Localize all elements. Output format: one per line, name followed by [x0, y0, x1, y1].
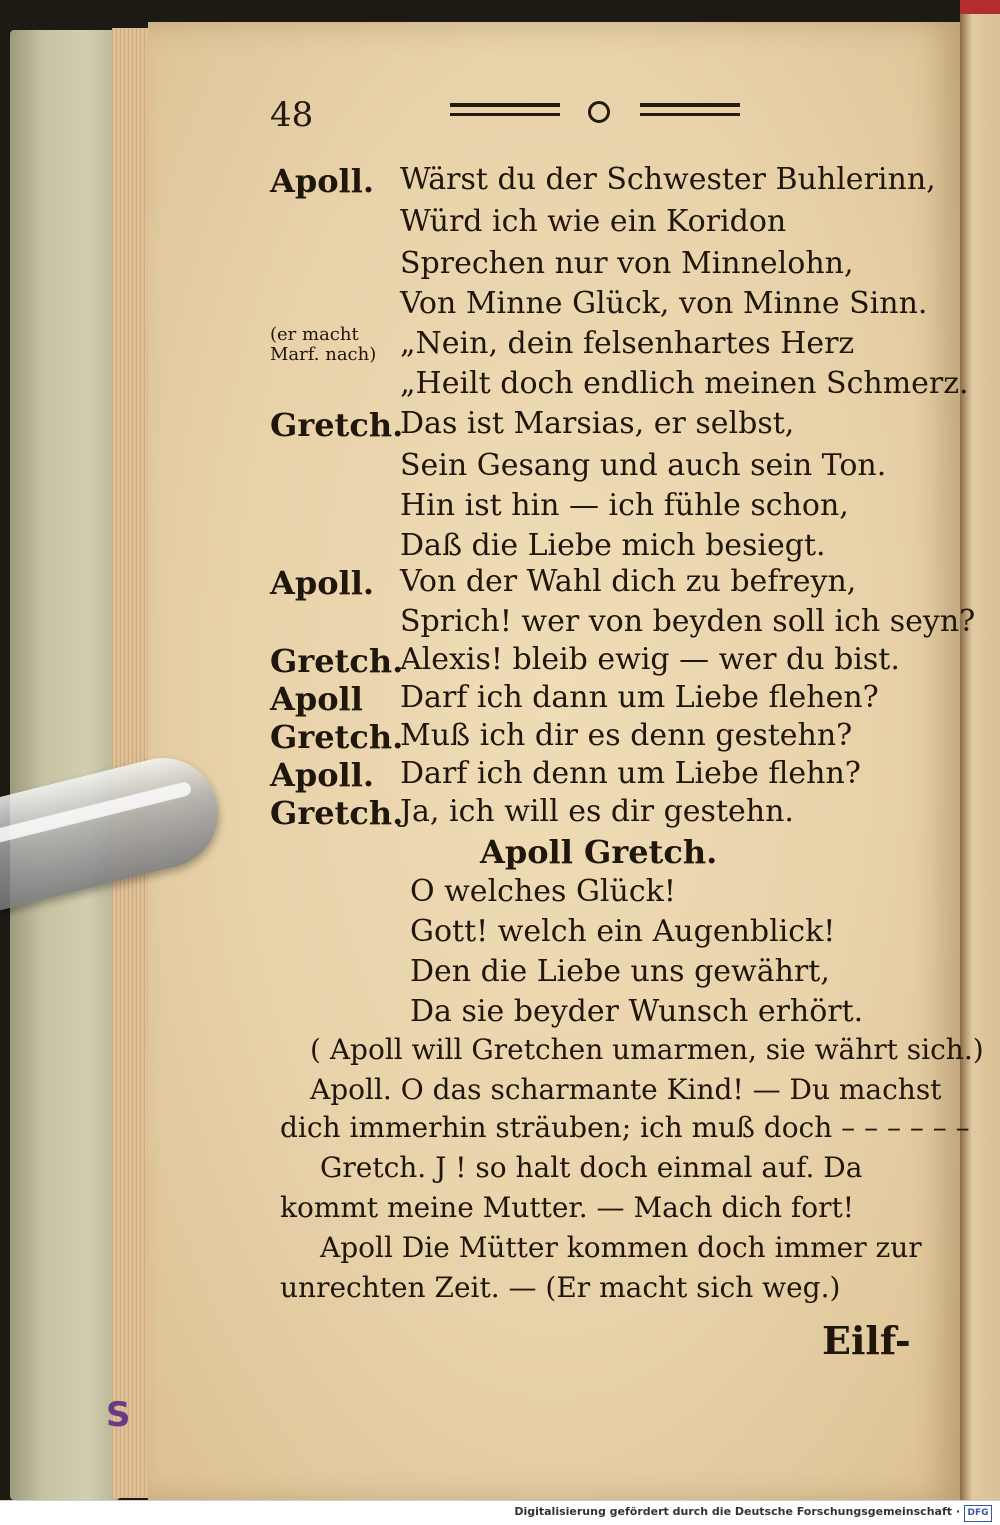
prose-line: unrechten Zeit. — (Er macht sich weg.) — [280, 1271, 841, 1304]
funding-credit: Digitalisierung gefördert durch die Deutsche Forschungsgemeinschaft · — [514, 1505, 960, 1518]
prose-line: Gretch. J ! so halt doch einmal auf. Da — [320, 1151, 863, 1184]
speaker-label: Apoll. — [270, 756, 374, 794]
book-cover-board — [10, 30, 120, 1500]
library-stamp: S — [106, 1395, 131, 1435]
verse-line: Wärst du der Schwester Buhlerinn, — [400, 162, 936, 197]
verse-line: Darf ich denn um Liebe flehn? — [400, 756, 861, 791]
prose-line: kommt meine Mutter. — Mach dich fort! — [280, 1191, 855, 1224]
prose-line: Apoll Die Mütter kommen doch immer zur — [320, 1231, 922, 1264]
dfg-logo-icon: DFG — [964, 1505, 992, 1522]
verse-line: „Nein, dein felsenhartes Herz — [400, 326, 855, 361]
verse-line: Sein Gesang und auch sein Ton. — [400, 448, 887, 483]
verse-line: Von der Wahl dich zu befreyn, — [400, 564, 857, 599]
verse-line: „Heilt doch endlich meinen Schmerz. — [400, 366, 969, 401]
margin-stage-direction: (er macht — [270, 324, 359, 345]
verse-line: Das ist Marsias, er selbst, — [400, 406, 795, 441]
stage-direction: ( Apoll will Gretchen umarmen, sie währt sich.) — [310, 1033, 984, 1066]
verse-line: Sprich! wer von beyden soll ich seyn? — [400, 604, 976, 639]
verse-line: Hin ist hin — ich fühle schon, — [400, 488, 849, 523]
page-number: 48 — [270, 95, 314, 135]
prose-line: Apoll. O das scharmante Kind! — Du machst — [310, 1073, 942, 1106]
verse-line: O welches Glück! — [410, 874, 676, 909]
page-header — [270, 95, 950, 145]
header-rule-right — [640, 103, 740, 116]
speaker-label: Gretch. — [270, 718, 404, 756]
header-rule-left — [450, 103, 560, 116]
speaker-label: Gretch. — [270, 794, 404, 832]
verse-line: Würd ich wie ein Koridon — [400, 204, 787, 239]
header-ornament-icon — [588, 101, 610, 123]
duet-heading: Apoll Gretch. — [480, 833, 718, 871]
speaker-label: Apoll. — [270, 564, 374, 602]
catchword: Eilf- — [822, 1318, 911, 1363]
speaker-label: Gretch. — [270, 406, 404, 444]
verse-line: Muß ich dir es denn gestehn? — [400, 718, 853, 753]
verse-line: Den die Liebe uns gewährt, — [410, 954, 830, 989]
speaker-label: Apoll — [270, 680, 363, 718]
prose-line: dich immerhin sträuben; ich muß doch – – – – – – — [280, 1111, 970, 1144]
verse-line: Ja, ich will es dir gestehn. — [400, 794, 794, 829]
speaker-label: Gretch. — [270, 642, 404, 680]
margin-stage-direction: Marf. nach) — [270, 344, 377, 365]
dialogue-text — [270, 160, 984, 1375]
verse-line: Darf ich dann um Liebe flehen? — [400, 680, 879, 715]
footer-bar — [0, 1500, 1000, 1525]
verse-line: Daß die Liebe mich besiegt. — [400, 528, 826, 563]
verse-line: Von Minne Glück, von Minne Sinn. — [400, 286, 928, 321]
verse-line: Alexis! bleib ewig — wer du bist. — [400, 642, 900, 677]
verse-line: Da sie beyder Wunsch erhört. — [410, 994, 864, 1029]
speaker-label: Apoll. — [270, 162, 374, 200]
adjacent-page — [960, 0, 1000, 1500]
verse-line: Gott! welch ein Augenblick! — [410, 914, 836, 949]
verse-line: Sprechen nur von Minnelohn, — [400, 246, 854, 281]
